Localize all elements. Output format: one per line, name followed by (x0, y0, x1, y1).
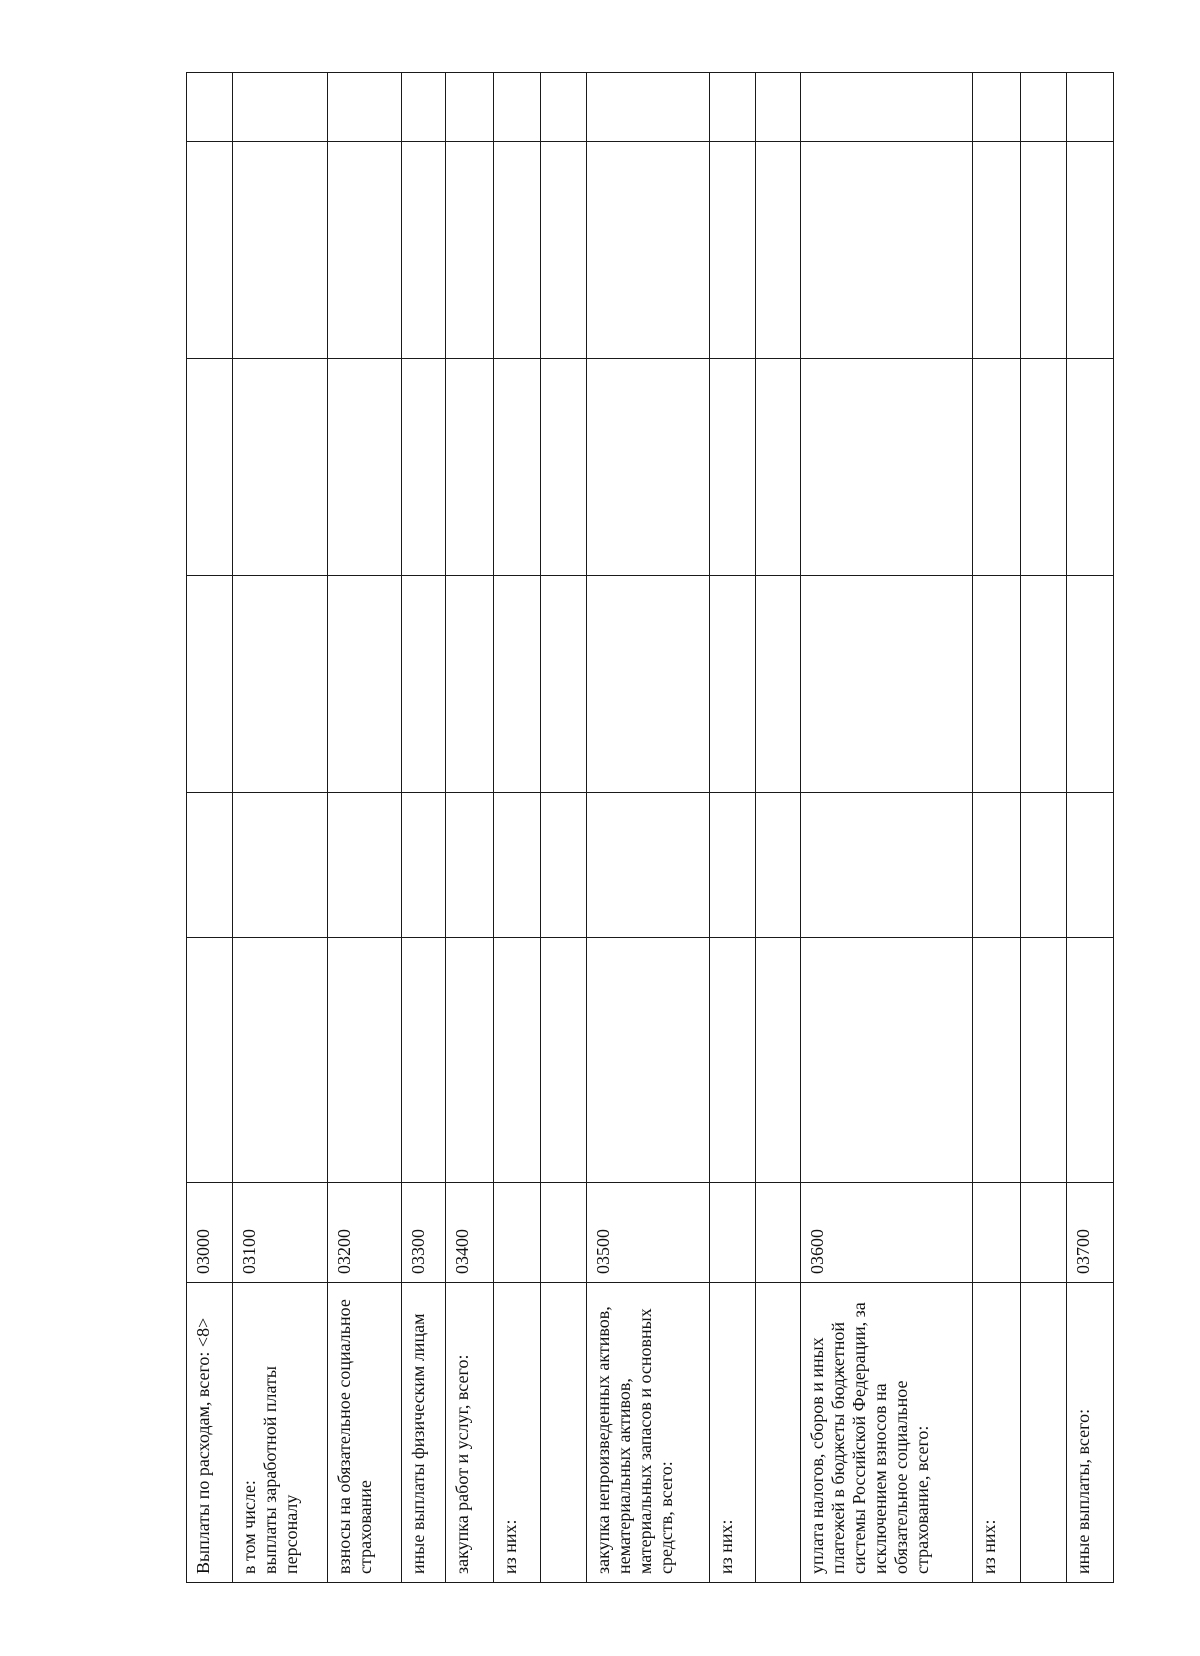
value-cell (1021, 359, 1067, 576)
value-cell (709, 793, 755, 938)
value-cell (586, 142, 709, 359)
row-name: из них: (973, 1283, 1021, 1583)
table-row (494, 73, 541, 1583)
row-code: 03700 (1067, 1183, 1114, 1283)
value-cell (494, 73, 541, 142)
value-cell (401, 359, 446, 576)
value-cell (1021, 576, 1067, 793)
row-name: закупка работ и услуг, всего: (446, 1283, 494, 1583)
table-row (1021, 73, 1067, 1583)
value-cell (494, 938, 541, 1183)
row-name (541, 1283, 587, 1583)
row-code: 03500 (586, 1183, 709, 1283)
value-cell (801, 142, 973, 359)
value-cell (973, 359, 1021, 576)
table-row (801, 73, 973, 1583)
table-row (755, 73, 801, 1583)
value-cell (1021, 793, 1067, 938)
row-code: 03600 (801, 1183, 973, 1283)
value-cell (755, 576, 801, 793)
value-cell (709, 576, 755, 793)
value-cell (327, 73, 401, 142)
table-row (446, 73, 494, 1583)
row-name: в том числе: выплаты заработной платы персоналу (232, 1283, 327, 1583)
value-cell (541, 793, 587, 938)
value-cell (494, 793, 541, 938)
value-cell (541, 359, 587, 576)
row-code: 03000 (187, 1183, 233, 1283)
value-cell (446, 142, 494, 359)
row-name: уплата налогов, сборов и иных платежей в бюджеты бюджетной системы Российской Федерации, за исключением взносов на обязательное социальное страхование, всего: (801, 1283, 973, 1583)
table-row (187, 73, 233, 1583)
row-name: закупка непроизведенных активов, нематериальных активов, материальных запасов и основных средств, всего: (586, 1283, 709, 1583)
rotated-table-container (186, 73, 1114, 1583)
row-code: 03200 (327, 1183, 401, 1283)
row-name: иные выплаты физическим лицам (401, 1283, 446, 1583)
value-cell (187, 359, 233, 576)
row-name (755, 1283, 801, 1583)
table-row (327, 73, 401, 1583)
value-cell (401, 142, 446, 359)
value-cell (709, 359, 755, 576)
value-cell (801, 73, 973, 142)
value-cell (586, 576, 709, 793)
value-cell (327, 793, 401, 938)
value-cell (446, 793, 494, 938)
table-row (973, 73, 1021, 1583)
value-cell (232, 142, 327, 359)
table-row (541, 73, 587, 1583)
row-name (1021, 1283, 1067, 1583)
value-cell (187, 142, 233, 359)
value-cell (494, 359, 541, 576)
value-cell (401, 73, 446, 142)
value-cell (232, 359, 327, 576)
value-cell (446, 938, 494, 1183)
value-cell (1067, 73, 1114, 142)
value-cell (755, 73, 801, 142)
row-code (494, 1183, 541, 1283)
value-cell (755, 793, 801, 938)
value-cell (327, 359, 401, 576)
value-cell (232, 938, 327, 1183)
value-cell (1067, 938, 1114, 1183)
value-cell (541, 73, 587, 142)
value-cell (232, 576, 327, 793)
value-cell (1021, 142, 1067, 359)
row-code (755, 1183, 801, 1283)
table-row (1067, 73, 1114, 1583)
value-cell (973, 793, 1021, 938)
row-code: 03400 (446, 1183, 494, 1283)
value-cell (401, 938, 446, 1183)
value-cell (801, 938, 973, 1183)
table-row (586, 73, 709, 1583)
value-cell (327, 938, 401, 1183)
value-cell (709, 142, 755, 359)
value-cell (709, 938, 755, 1183)
row-code (541, 1183, 587, 1283)
value-cell (187, 938, 233, 1183)
value-cell (401, 576, 446, 793)
row-name: Выплаты по расходам, всего: <8> (187, 1283, 233, 1583)
value-cell (541, 938, 587, 1183)
expenses-table (186, 72, 1114, 1583)
value-cell (401, 793, 446, 938)
value-cell (755, 938, 801, 1183)
value-cell (586, 73, 709, 142)
value-cell (1021, 73, 1067, 142)
value-cell (973, 938, 1021, 1183)
value-cell (801, 793, 973, 938)
value-cell (187, 793, 233, 938)
value-cell (801, 359, 973, 576)
value-cell (973, 142, 1021, 359)
value-cell (1067, 142, 1114, 359)
table-row (232, 73, 327, 1583)
value-cell (586, 938, 709, 1183)
value-cell (541, 142, 587, 359)
row-code (1021, 1183, 1067, 1283)
value-cell (973, 73, 1021, 142)
value-cell (446, 576, 494, 793)
row-name: взносы на обязательное социальное страхование (327, 1283, 401, 1583)
value-cell (446, 359, 494, 576)
value-cell (1067, 793, 1114, 938)
value-cell (586, 359, 709, 576)
value-cell (327, 142, 401, 359)
row-code: 03100 (232, 1183, 327, 1283)
row-name: из них: (494, 1283, 541, 1583)
value-cell (1067, 576, 1114, 793)
value-cell (541, 576, 587, 793)
value-cell (586, 793, 709, 938)
value-cell (1021, 938, 1067, 1183)
row-name: иные выплаты, всего: (1067, 1283, 1114, 1583)
value-cell (755, 359, 801, 576)
value-cell (1067, 359, 1114, 576)
value-cell (232, 793, 327, 938)
value-cell (187, 576, 233, 793)
value-cell (494, 142, 541, 359)
row-name: из них: (709, 1283, 755, 1583)
row-code: 03300 (401, 1183, 446, 1283)
value-cell (801, 576, 973, 793)
value-cell (327, 576, 401, 793)
table-row (709, 73, 755, 1583)
value-cell (494, 576, 541, 793)
value-cell (232, 73, 327, 142)
value-cell (755, 142, 801, 359)
table-row (401, 73, 446, 1583)
value-cell (187, 73, 233, 142)
row-code (973, 1183, 1021, 1283)
value-cell (709, 73, 755, 142)
value-cell (973, 576, 1021, 793)
value-cell (446, 73, 494, 142)
row-code (709, 1183, 755, 1283)
